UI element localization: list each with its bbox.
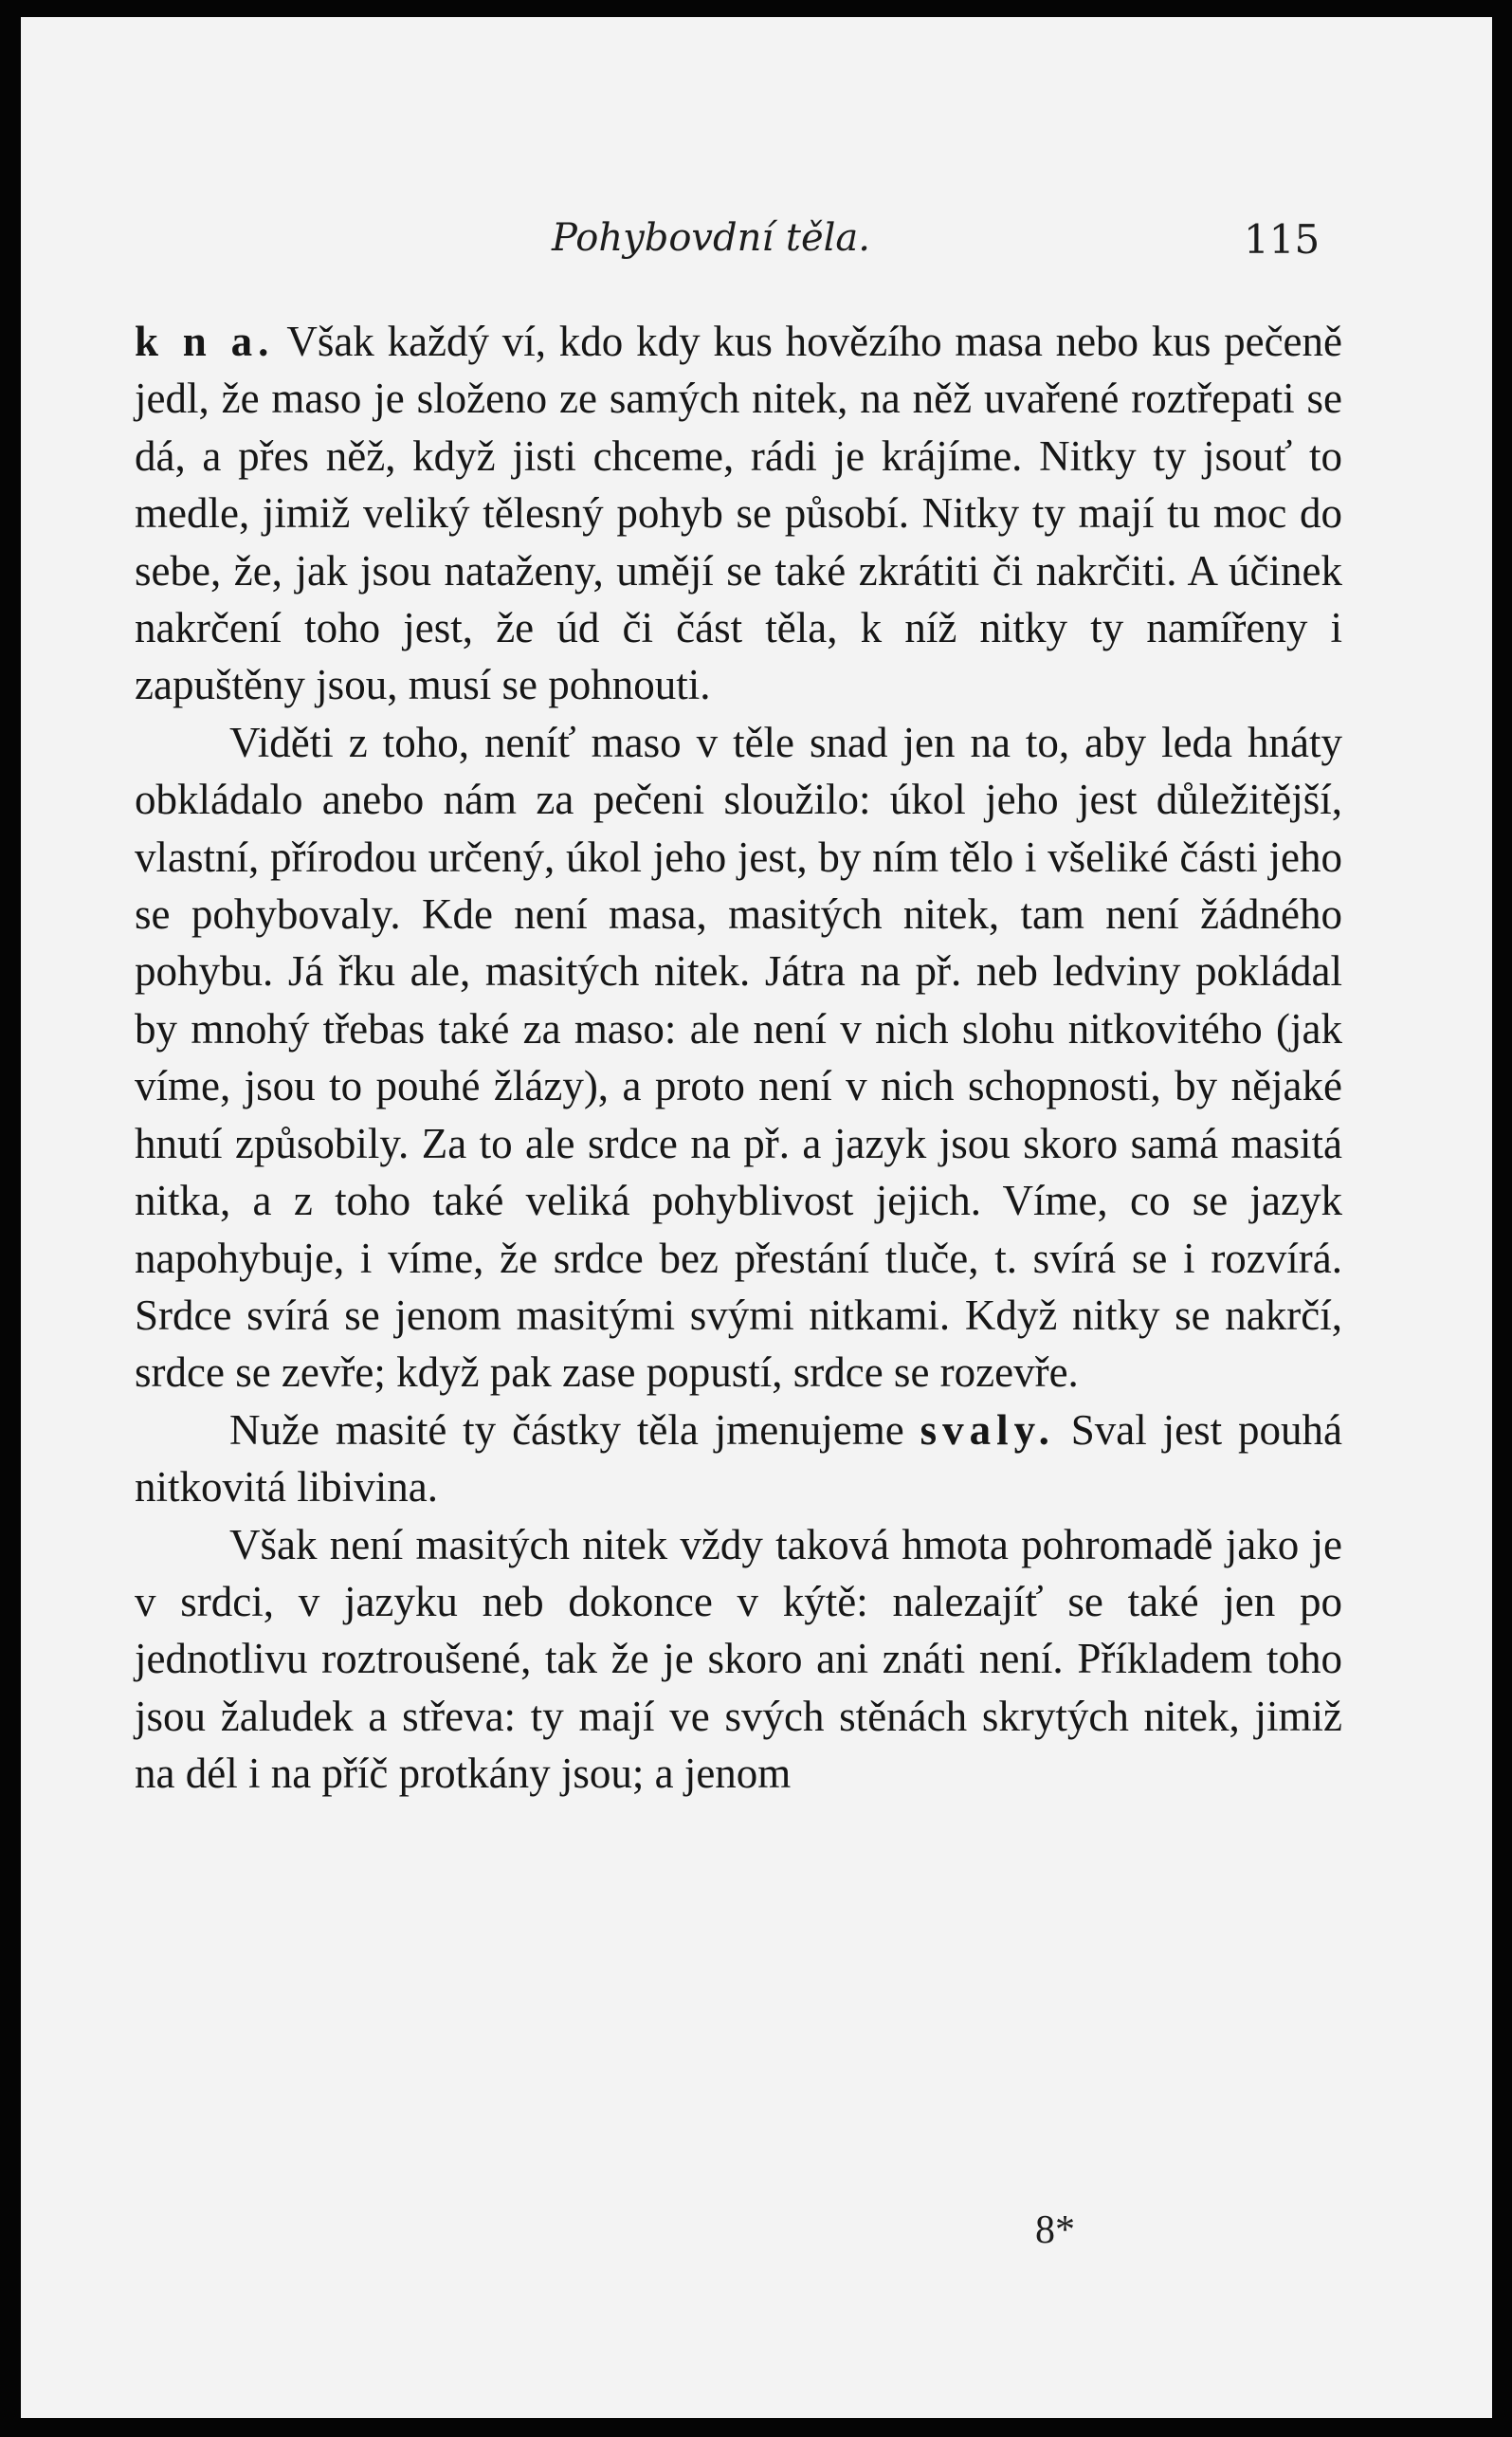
- running-title: Pohybovdní těla.: [552, 216, 870, 260]
- paragraph-3: [135, 1402, 1342, 1516]
- paragraph-3-term: svaly.: [920, 1405, 1055, 1454]
- paragraph-1-start: k n a.: [135, 318, 275, 365]
- body-text: [135, 313, 1342, 1803]
- page-number: 115: [1244, 216, 1321, 263]
- paragraph-4: Však není masitých nitek vždy taková hmota pohromadě jako je v srdci, v jazyku neb dokonce v kýtě: nalezajíť se také jen po jednotlivu roztroušené, tak že je skoro ani znáti není. Příkladem toho jsou žaludek a střeva: ty mají ve svých stěnách skrytých nitek, jimiž na dél i na příč protkány jsou; a jenom: [135, 1520, 1342, 1798]
- paragraph-3-rest: Sval jest pouhá nitkovitá libivina.: [135, 1405, 1343, 1512]
- paragraph-1: [135, 313, 1342, 714]
- paragraph-1-text: Však každý ví, kdo kdy kus hovězího masa nebo kus pečeně jedl, že maso je složeno ze samých nitek, na něž uvařené roztřepati se dá, a přes něž, když jisti chceme, rádi je krájíme. Nitky ty jsouť to medle, jimiž veliký tělesný pohyb se působí. Nitky ty mají tu moc do sebe, že, jak jsou nataženy, umějí se také zkrátiti či nakrčiti. A účinek nakrčení toho jest, že úd či část těla, k níž nitky ty namířeny i zapuštěny jsou, musí se pohnouti.: [135, 318, 1343, 709]
- paragraph-2: Viděti z toho, neníť maso v těle snad jen na to, aby leda hnáty obkládalo anebo nám za pečeni sloužilo: úkol jeho jest důležitější, vlastní, přírodou určený, úkol jeho jest, by ním tělo i všeliké části jeho se pohybovaly. Kde není masa, masitých nitek, tam není žádného pohybu. Já řku ale, masitých nitek. Játra na př. neb ledviny pokládal by mnohý třebas také za maso: ale není v nich slohu nitkovitého (jak víme, jsou to pouhé žlázy), a proto není v nich schopnosti, by nějaké hnutí způsobily. Za to ale srdce na př. a jazyk jsou skoro samá masitá nitka, a z toho také veliká pohyblivost jejich. Víme, co se jazyk napohybuje, i víme, že srdce bez přestání tluče, t. svírá se i rozvírá. Srdce svírá se jenom masitými svými nitkami. Když nitky se nakrčí, srdce se zevře; když pak zase popustí, srdce se rozevře.: [135, 718, 1342, 1397]
- page-header: [21, 216, 1492, 273]
- signature-mark: 8*: [1035, 2208, 1075, 2252]
- book-page: [21, 17, 1492, 2418]
- paragraph-3-text: Nuže masité ty částky těla jmenujeme: [229, 1405, 904, 1454]
